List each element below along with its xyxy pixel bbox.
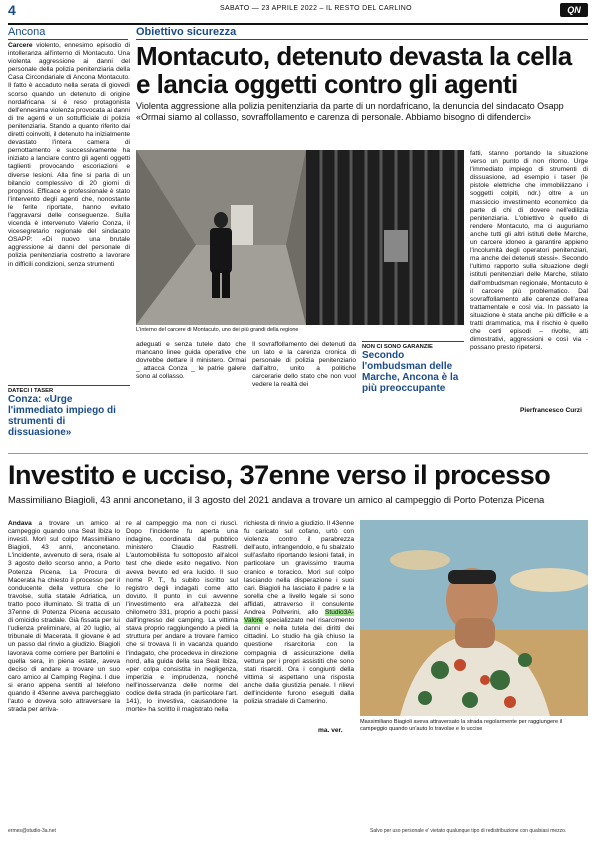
article2-col3-text: richiesta di rinvio a giudizio. Il 43enne fu caricato sul cofano, urtò con violenza contro il parabrezza dell'auto, infrangendolo, e fu sbalzato sull'asfalto riportando lesioni fatali, in particolare un gravissimo trauma cranico e toracico. Morì sul colpo lasciando nella disperazione i suoi cari. Biagioli ha lasciato il padre e la sorella che a livello legale si sono affidati, attraverso il consulente Andrea Pollverini, allo — [244, 520, 354, 617]
box-ombudsman-kicker: NON CI SONO GARANZIE — [362, 344, 433, 350]
article1-column-1 — [8, 42, 130, 380]
article1-column-2 — [136, 341, 246, 411]
article2-col3-rest: specializzato nel risarcimento danni e nella tutela dei diritti dei cittadini. Lo studio ha già chiuso la questione risarcitoria con la compagnia di assicurazione della vettura per i propri assistiti che sono stati risarciti. Ora i congiunti della vittima si aspettano una risposta anche dalla giustizia penale. I rilievi dell'incidente furono eseguiti dalla polizia stradale di Camerino. — [244, 617, 354, 706]
box-taser-rule — [8, 385, 130, 386]
article1-column-3 — [252, 341, 356, 411]
footer-email: ermes@studio-3a.net — [8, 828, 56, 834]
box-taser-kicker: DATECI I TASER — [8, 388, 54, 394]
article1-subhead: Violenta aggressione alla polizia penitenziaria da parte di un nordafricano, la denuncia del sindacato Osapp «Ormai siamo al collasso, sovraffollamento e carenza di personale. Abbiamo bisogno di difenderci» — [136, 101, 564, 122]
article2-author: ma. ver. — [318, 727, 343, 734]
article-divider — [8, 453, 588, 454]
victim-portrait-image — [360, 520, 588, 716]
article2-col2-text: re al campeggio ma non ci riuscì. Dopo l'incidente fu aperta una indagine, coordinata dal pubblico ministero Claudio Rastrelli. L'automobilista fu sottoposto all'alcol test che diede esito negativo. Non aveva bevuto ed era lucido. Il suo nome P. T., fu subito iscritto sul registro degli indagati come atto dovuto. Il punto in cui avvenne l'investimento era all'altezza del chilometro 331, proprio a pochi passi dall'ingresso del camping. La vittima stava proprio raggiungendo a piedi la struttura per andare a trovare l'amico che si trovava lì in vacanza quando l'indagato, che procedeva in direzione nord, alla guida della sua Seat Ibiza, «per colpa consistita in negligenza, imperizia e imprudenza, nonché nell'inosservanza delle norme del codice della strada (in particolare l'art. 141), lo investiva, causandone la morte» ha scritto il magistrato nella — [126, 520, 238, 714]
victim-photo — [360, 520, 588, 716]
article2-lead-word: Andava — [8, 520, 32, 527]
qn-logo: QN — [560, 3, 588, 17]
article1-photo-caption: L'interno del carcere di Montacuto, uno dei più grandi della regione — [136, 327, 299, 333]
article2-column-3 — [244, 520, 354, 820]
article1-author: Pierfrancesco Curzi — [520, 407, 582, 414]
box-ombudsman-rule — [362, 341, 464, 342]
header-rule — [8, 23, 588, 25]
box-taser — [8, 385, 130, 438]
box-ombudsman-title: Secondo l'ombudsman delle Marche, Ancona è la più preoccupante — [362, 350, 459, 394]
box-ombudsman — [362, 341, 464, 394]
prison-corridor-image — [136, 150, 464, 325]
date-line: SABATO — 23 APRILE 2022 – IL RESTO DEL CARLINO — [220, 5, 412, 12]
article1-col4-text: fatti, stanno portando la situazione verso un punto di non ritorno. Urge l'immediato impiego di strumenti di dissuasione, ad esempio i taser (le pistole elettriche che immobilizzano i soggetti colpiti, ndr.) oltre a un massiccio investimento economico da parte di chi di dovere nell'edilizia penitenziaria. L'obiettivo è quello di rendere Montacuto, ma ci auguriamo anche tutti gli altri istituti delle Marche, un carcere idoneo a garantire appieno l'incolumità degli operatori penitenziari, ma anche dei detenuti stessi». Secondo l'ultimo rapporto sulla situazione degli istituti penitenziari delle Marche, stilato dall'ombudsman regionale, Montacuto è il carcere più problematico. Dal sovraffollamento alle carenze dell'area trattamentale e così via. In passato la situazione è stata anche più difficile e a tratti drammatica, ma il rischio è quello che certi episodi – rivolte, atti dimostrativi, aggressioni e così via - possano presto ripetersi. — [470, 150, 588, 352]
article-rubric: Obiettivo sicurezza — [136, 26, 237, 38]
footer-copyright: Salvo per uso personale e' vietato qualunque tipo di redistribuzione con qualsiasi mezzo. — [370, 828, 567, 834]
article1-column-4 — [470, 150, 588, 412]
rubric-rule — [136, 39, 588, 40]
section-rule — [8, 39, 128, 40]
article1-col1-text: violento, ennesimo episodio di intolleranza all'interno di Montacuto. Una violenta aggressione ai danni del personale della polizia penitenziaria della Casa Circondariale di Ancona Montacuto. Il fatto è accaduto nella serata di giovedì scorso quando un detenuto di origine nordafricana si è reso protagonista dell'ennesima violenza provocata ai danni di tre agenti e un sottufficiale di polizia penitenziaria. Stando a quanto riferito dai diretti coinvolti, il detenuto ha inizialmente devastato l'intera camera di pernottamento e successivamente ha iniziato a lanciare contro gli agenti oggetti taglienti provocando escoriazioni e diverse lesioni. Alla fine si parla di un bilancio complessivo di 20 giorni di prognosi. Efficace e professionale è stato l'intervento degli agenti che, nonostante le ferite riportate, hanno evitato l'aggravarsi delle conseguenze. Sulla vicenda è intervenuto Valerio Conza, il vicesegretario regionale del sindacato OSAPP: «Di nuovo una brutale aggressione ai danni del personale di polizia penitenziaria costretto a lavorare in difficili condizioni, senza strumenti — [8, 42, 130, 268]
article2-column-1 — [8, 520, 120, 820]
prison-corridor-photo — [136, 150, 464, 325]
studio3a-highlight: Studio3A-Valore — [244, 609, 354, 625]
article2-headline: Investito e ucciso, 37enne verso il processo — [8, 460, 551, 490]
article2-column-2 — [126, 520, 238, 820]
article1-lead-word: Carcere — [8, 42, 33, 49]
article1-headline: Montacuto, detenuto devasta la cella e lancia oggetti contro gli agenti — [136, 41, 572, 99]
article2-photo-caption: Massimiliano Biagioli aveva attraversato la strada regolarmente per raggiungere il campeggio quando un'auto lo travolse e lo uccise — [360, 719, 563, 732]
section-name: Ancona — [8, 26, 46, 38]
page-number: 4 — [8, 2, 16, 18]
article2-subhead: Massimiliano Biagioli, 43 anni anconetano, il 3 agosto del 2021 andava a trovare un amico al campeggio di Porto Potenza Picena — [8, 494, 545, 505]
box-taser-title: Conza: «Urge l'immediato impiego di strumenti di dissuasione» — [8, 394, 116, 438]
article2-col1-text: a trovare un amico al campeggio quando una Seat Ibiza lo investì. Morì sul colpo Massimiliano Biagioli, 43 anni, anconetano. L'incidente, avvenuto di sera, risale al 3 agosto dello scorso anno, a Porto Potenza Picena. La Procura di Macerata ha chiesto il processo per il conducente della vettura che lo travolse, sulla statale Adriatica, un tratto poco illuminato. Si tratta di un 37enne di Potenza Picena accusato di omicidio stradale. Già fissata per lui l'udienza preliminare, al 20 luglio, al tribunale di Macerata. Il giovane è ad un passo dal rinvio a giudizio. Biagioli lavorava come corriere per Bartolini e quella sera, in piena estate, aveva deciso di andare a trovare un suo caro amico al Camping Regina. I due si erano appena sentiti al telefono quando il 43enne aveva parcheggiato l'auto e doveva solo attraversare la strada per arriva- — [8, 520, 120, 714]
article1-col2-text: adeguati e senza tutele dato che mancano linee guida operative che dovrebbe dettare il ministero. Ormai _ attacca Conza _ le patrie galere sono al collasso. — [136, 341, 246, 381]
article1-col3-text: Il sovraffollamento dei detenuti da un lato e la carenza cronica di personale di polizia penitenziario dall'altro, unito a politiche carcerarie dello stato che non vuol vedere la realtà dei — [252, 341, 356, 389]
